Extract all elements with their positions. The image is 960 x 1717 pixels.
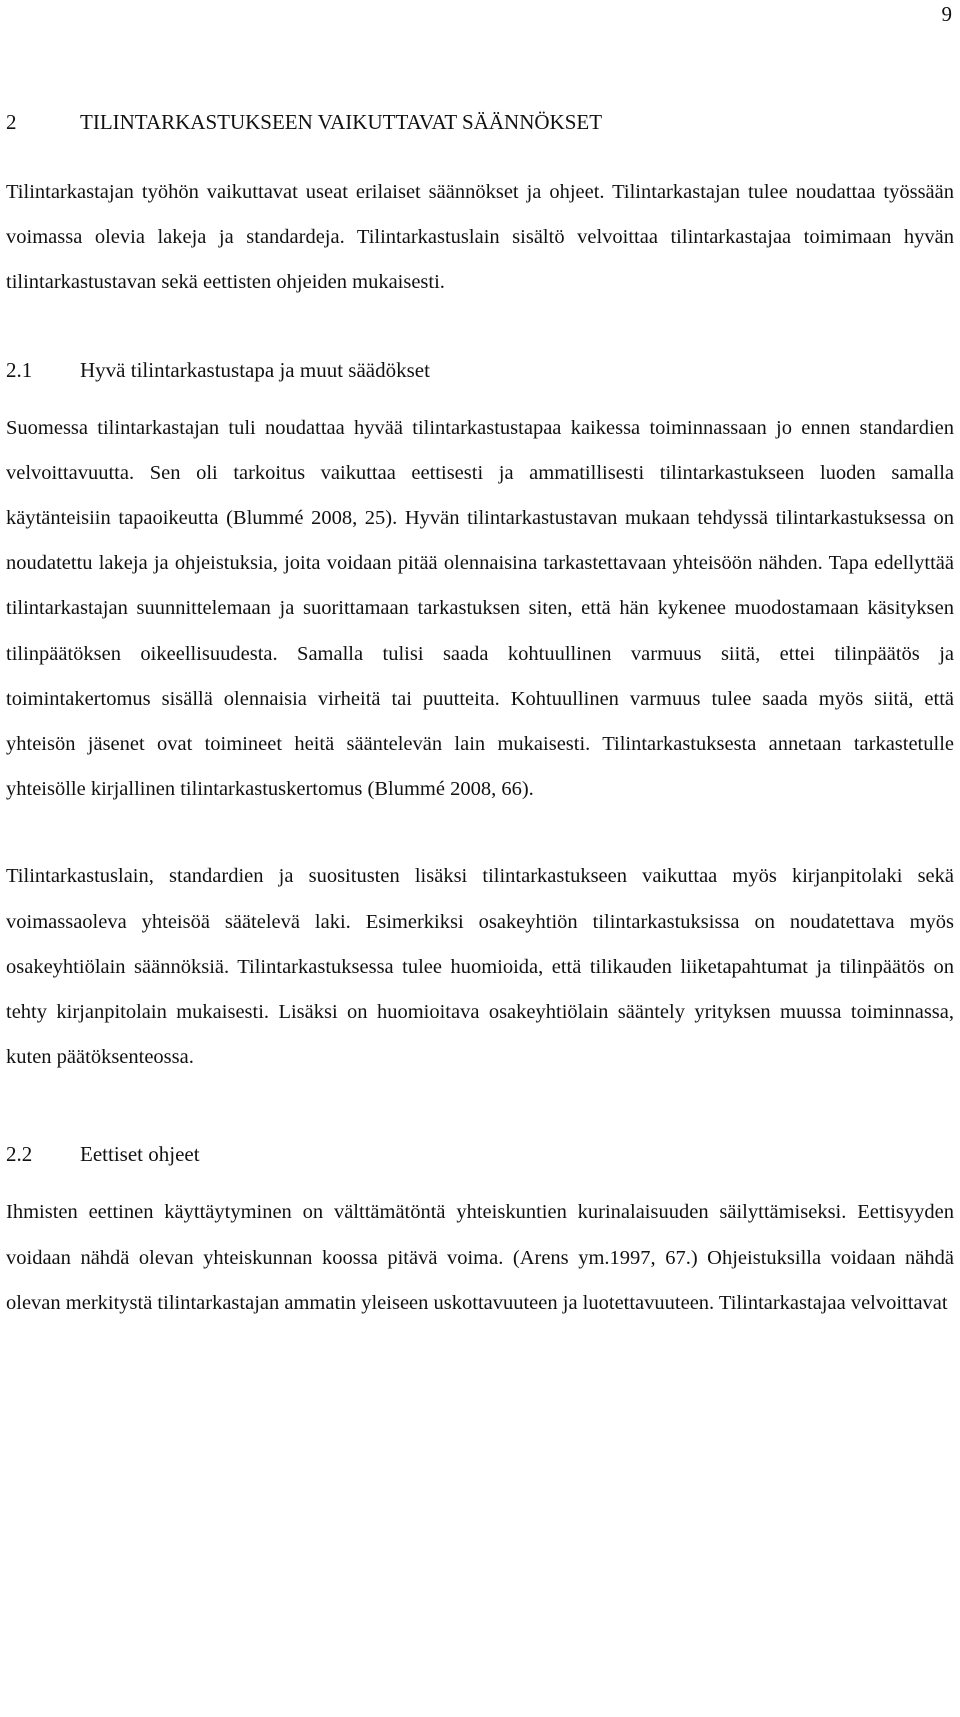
- section-heading-2-2: [6, 1140, 954, 1168]
- section-number: 2.1: [6, 357, 33, 382]
- chapter-number: 2: [6, 110, 17, 134]
- chapter-heading: [6, 108, 954, 136]
- chapter-title: TILINTARKASTUKSEEN VAIKUTTAVAT SÄÄNNÖKSET: [80, 110, 603, 134]
- document-body: [6, 108, 954, 1326]
- section-2-2-paragraph-1: Ihmisten eettinen käyttäytyminen on välttämätöntä yhteiskuntien kurinalaisuuden säilyttämiseksi. Eettisyyden voidaan nähdä olevan yhteiskunnan koossa pitävä voima. (Arens ym.1997, 67.) Ohjeistuksilla voidaan nähdä olevan merkitystä tilintarkastajan ammatin yleiseen uskottavuuteen ja luotettavuuteen. Tilintarkastajaa velvoittavat: [6, 1201, 954, 1314]
- section-2-1-paragraph-2: Tilintarkastuslain, standardien ja suositusten lisäksi tilintarkastukseen vaikuttaa myös kirjanpitolaki sekä voimassaoleva yhteisöä säätelevä laki. Esimerkiksi osakeyhtiön tilintarkastuksissa on noudatettava myös osakeyhtiölain säännöksiä. Tilintarkastuksessa tulee huomioida, että tilikauden liiketapahtumat ja tilinpäätös on tehty kirjanpitolain mukaisesti. Lisäksi on huomioitava osakeyhtiölain sääntely yrityksen muussa toiminnassa, kuten päätöksenteossa.: [6, 865, 954, 1069]
- intro-paragraph: Tilintarkastajan työhön vaikuttavat useat erilaiset säännökset ja ohjeet. Tilintarkastajan tulee noudattaa työssään voimassa olevia lakeja ja standardeja. Tilintarkastuslain sisältö velvoittaa tilintarkastajaa toimimaan hyvän tilintarkastustavan sekä eettisten ohjeiden mukaisesti.: [6, 181, 954, 294]
- section-heading-2-1: [6, 356, 954, 384]
- section-title: Hyvä tilintarkastustapa ja muut säädökset: [80, 357, 430, 382]
- section-title: Eettiset ohjeet: [80, 1142, 200, 1167]
- section-2-1-paragraph-1: Suomessa tilintarkastajan tuli noudattaa hyvää tilintarkastustapaa kaikessa toiminnassaan jo ennen standardien velvoittavuutta. Sen oli tarkoitus vaikuttaa eettisesti ja ammatillisesti tilintarkastukseen luoden samalla käytänteisiin tapaoikeutta (Blummé 2008, 25). Hyvän tilintarkastustavan mukaan tehdyssä tilintarkastuksessa on noudatettu lakeja ja ohjeistuksia, joita voidaan pitää olennaisina tarkastettavaan yhteisöön nähden. Tapa edellyttää tilintarkastajan suunnittelemaan ja suorittamaan tarkastuksen siten, että hän kykenee muodostamaan käsityksen tilinpäätöksen oikeellisuudesta. Samalla tulisi saada kohtuullinen varmuus siitä, ettei tilinpäätös ja toimintakertomus sisällä olennaisia virheitä tai puutteita. Kohtuullinen varmuus tulee saada myös siitä, että yhteisön jäsenet ovat toimineet heitä sääntelevän lain mukaisesti. Tilintarkastuksesta annetaan tarkastetulle yhteisölle kirjallinen tilintarkastuskertomus (Blummé 2008, 66).: [6, 416, 954, 801]
- section-number: 2.2: [6, 1142, 33, 1167]
- page-number: 9: [941, 2, 952, 26]
